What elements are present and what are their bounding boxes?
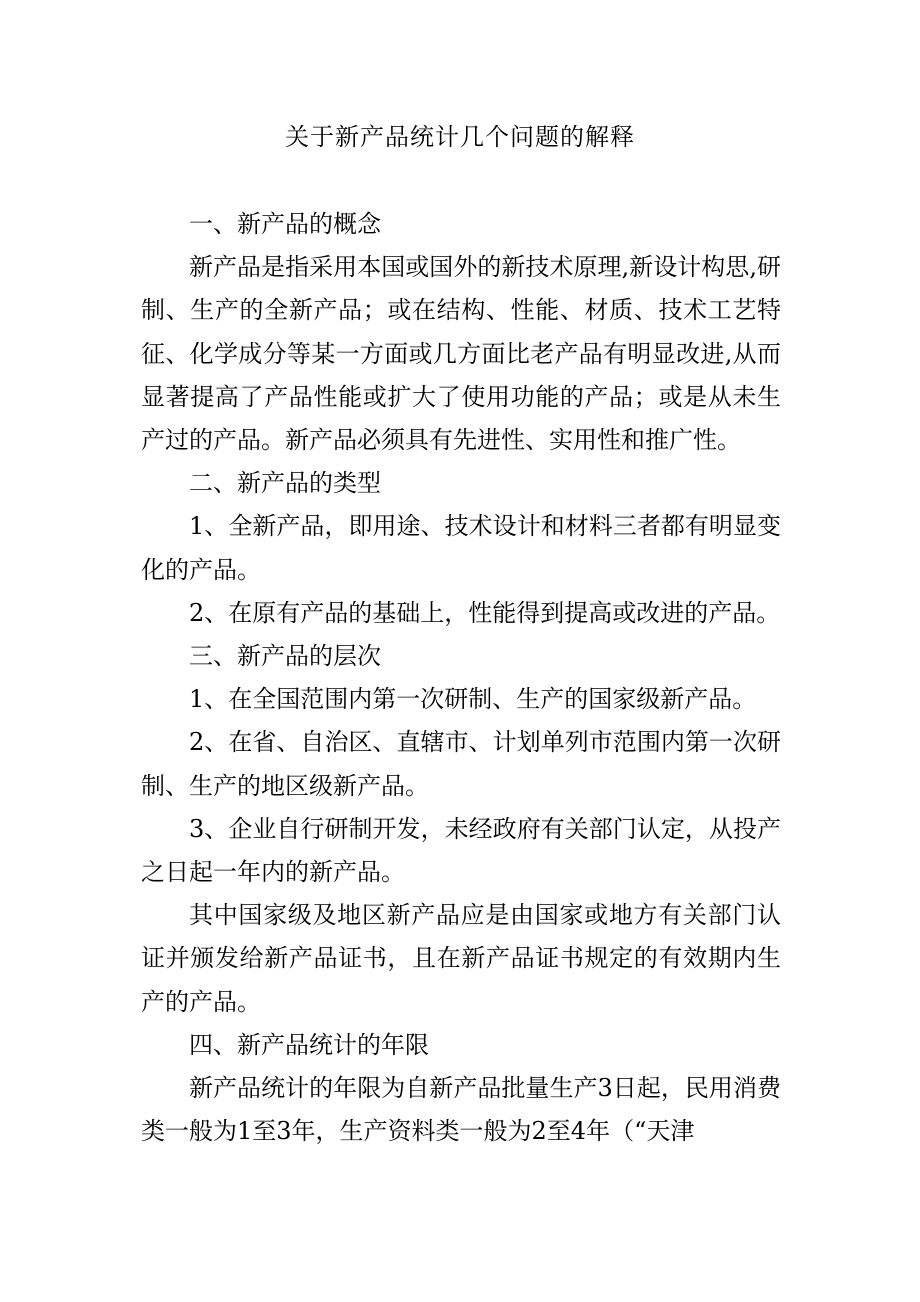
paragraph-period: 新产品统计的年限为自新产品批量生产3日起，民用消费类一般为1至3年，生产资料类一般为2至4年（“天津 bbox=[141, 1074, 781, 1146]
paragraph-type-1: 1、全新产品，即用途、技术设计和材料三者都有明显变化的产品。 bbox=[141, 512, 781, 584]
paragraph-definition: 新产品是指采用本国或国外的新技术原理,新设计构思,研制、生产的全新产品；或在结构、性能、材质、技术工艺特征、化学成分等某一方面或几方面比老产品有明显改进,从而显著提高了产品性能或扩大了使用功能的产品；或是从未生产过的产品。新产品必须具有先进性、实用性和推广性。 bbox=[141, 253, 781, 455]
paragraph-level-2: 2、在省、自治区、直辖市、计划单列市范围内第一次研制、生产的地区级新产品。 bbox=[141, 728, 781, 800]
paragraph-type-2: 2、在原有产品的基础上，性能得到提高或改进的产品。 bbox=[189, 598, 781, 627]
paragraph-level-1: 1、在全国范围内第一次研制、生产的国家级新产品。 bbox=[189, 685, 757, 714]
paragraph-certification: 其中国家级及地区新产品应是由国家或地方有关部门认证并颁发给新产品证书，且在新产品证书规定的有效期内生产的产品。 bbox=[141, 901, 781, 1016]
section-heading-levels: 三、新产品的层次 bbox=[189, 642, 381, 671]
document-body bbox=[141, 203, 781, 1153]
section-heading-types: 二、新产品的类型 bbox=[189, 469, 381, 498]
section-heading-period: 四、新产品统计的年限 bbox=[189, 1030, 429, 1059]
section-heading-concept: 一、新产品的概念 bbox=[189, 210, 381, 238]
document-title: 关于新产品统计几个问题的解释 bbox=[285, 123, 635, 151]
paragraph-level-3: 3、企业自行研制开发，未经政府有关部门认定，从投产之日起一年内的新产品。 bbox=[141, 814, 781, 887]
